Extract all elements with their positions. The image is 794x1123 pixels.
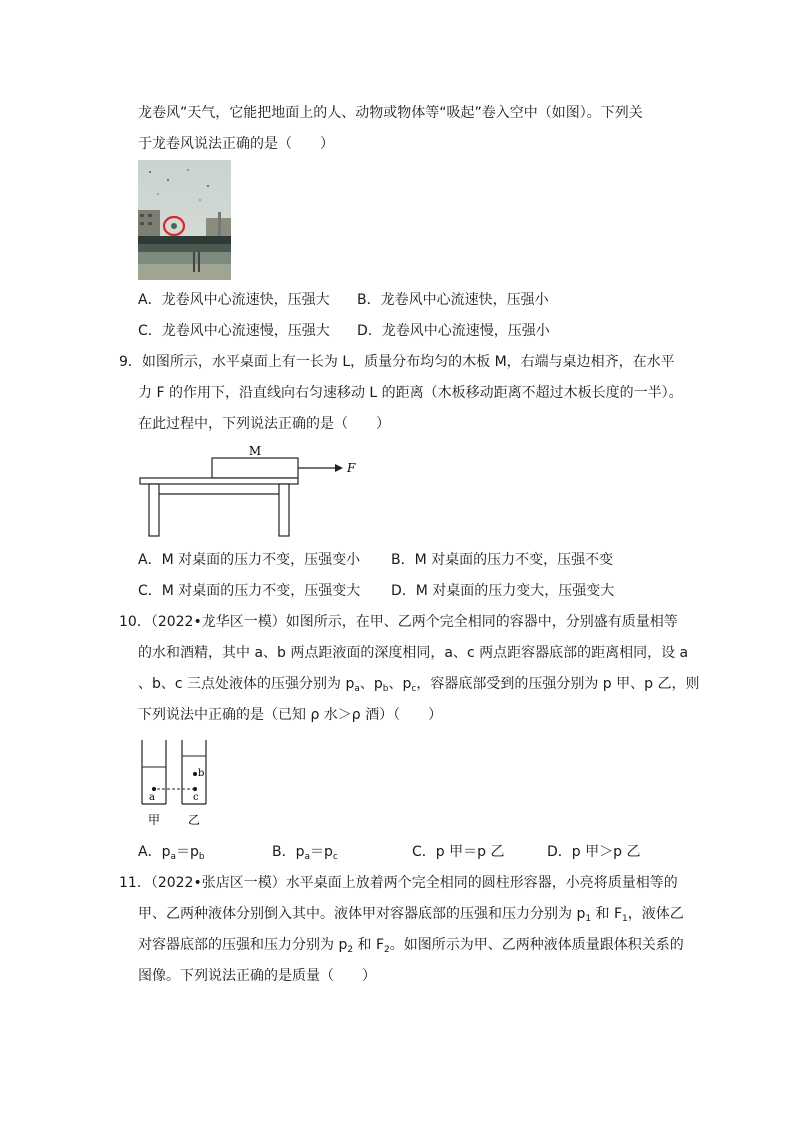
point-b-label: b <box>198 768 205 779</box>
q11-stem-line-1: 11．（2022•张店区一模）水平桌面上放着两个完全相同的圆柱形容器，小亮将质量相等的 <box>119 875 678 891</box>
q10-stem-line-3: 、b、c 三点处液体的压强分别为 $p_a$、$p_b$、$p_c$，容器底部受到的压强分别为 p 甲、p 乙，则 <box>138 676 700 694</box>
q8-option-b[interactable]: B．龙卷风中心流速快，压强小 <box>357 292 549 308</box>
tornado-photo <box>138 160 231 280</box>
q10-containers-figure <box>135 736 225 828</box>
point-a <box>152 787 156 791</box>
point-b <box>193 772 197 776</box>
q9-option-b[interactable]: B．M 对桌面的压力不变，压强不变 <box>391 552 614 568</box>
wooden-board <box>212 458 298 478</box>
q10-stem-line-1: 10．（2022•龙华区一模）如图所示，在甲、乙两个完全相同的容器中，分别盛有质量相等 <box>119 614 678 630</box>
point-a-label: a <box>149 792 155 803</box>
q8-option-a[interactable]: A．龙卷风中心流速快，压强大 <box>138 292 330 308</box>
table-leg-left <box>149 484 159 536</box>
point-c-label: c <box>193 792 199 803</box>
q9-stem-line-1: 9．如图所示，水平桌面上有一长为 L，质量分布均匀的木板 M，右端与桌边相齐，在水平 <box>119 354 675 370</box>
q11-stem-line-4: 图像。下列说法正确的是质量（ ） <box>138 968 376 984</box>
container-left-label: 甲 <box>147 813 161 827</box>
point-c <box>193 787 197 791</box>
q9-board-label: M <box>248 444 262 458</box>
q8-option-c[interactable]: C．龙卷风中心流速慢，压强大 <box>138 323 330 339</box>
q10-option-c[interactable]: C．p 甲＝p 乙 <box>412 844 505 860</box>
q9-option-d[interactable]: D．M 对桌面的压力变大，压强变大 <box>391 583 615 599</box>
q11-stem-line-3: 对容器底部的压强和压力分别为 $p_2$ 和 $F_2$。如图所示为甲、乙两种液体质量跟体积关系的 <box>138 937 684 955</box>
q8-stem-line-2: 于龙卷风说法正确的是（ ） <box>138 136 334 152</box>
container-right-label: 乙 <box>187 813 201 827</box>
q9-force-label: F <box>347 461 356 475</box>
q10-option-d[interactable]: D．p 甲＞p 乙 <box>547 844 641 860</box>
q10-option-b[interactable]: B．$p_a=p_c$ <box>272 844 338 862</box>
force-arrow-head <box>335 464 343 472</box>
q11-stem-line-2: 甲、乙两种液体分别倒入其中。液体甲对容器底部的压强和压力分别为 $p_1$ 和 $F_1$，液体乙 <box>138 906 684 924</box>
q9-option-a[interactable]: A．M 对桌面的压力不变，压强变小 <box>138 552 361 568</box>
q9-stem-line-2: 力 F 的作用下，沿直线向右匀速移动 L 的距离（木板移动距离不超过木板长度的一半）。 <box>138 385 683 401</box>
q8-stem-line-1: 龙卷风”天气，它能把地面上的人、动物或物体等“吸起”卷入空中（如图）。下列关 <box>138 105 643 121</box>
q10-option-a[interactable]: A．$p_a=p_b$ <box>138 844 205 862</box>
table-top <box>140 478 298 484</box>
q9-stem-line-3: 在此过程中，下列说法正确的是（ ） <box>138 416 390 432</box>
table-leg-right <box>279 484 289 536</box>
q9-option-c[interactable]: C．M 对桌面的压力不变，压强变大 <box>138 583 361 599</box>
q8-option-d[interactable]: D．龙卷风中心流速慢，压强小 <box>357 323 550 339</box>
q10-stem-line-4: 下列说法中正确的是（已知 ρ 水＞ρ 酒）（ ） <box>138 707 443 723</box>
q9-table-figure <box>135 440 365 540</box>
q10-stem-line-2: 的水和酒精，其中 a、b 两点距液面的深度相同，a、c 两点距容器底部的距离相同，设 a <box>138 645 689 661</box>
